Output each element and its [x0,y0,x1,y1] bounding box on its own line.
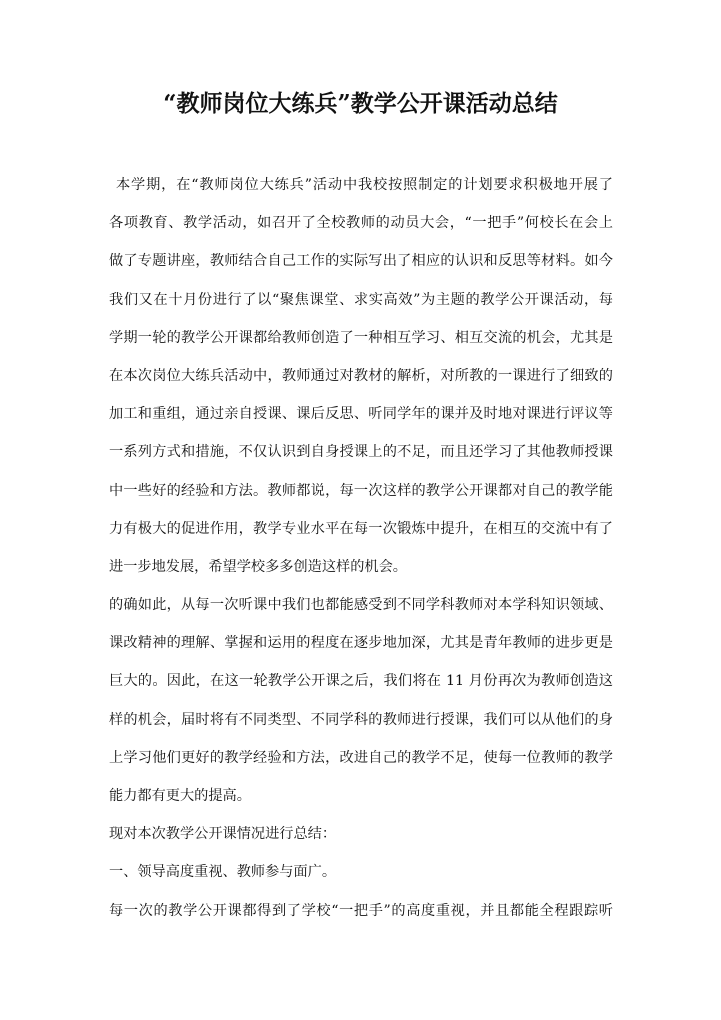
section-heading: 一、领导高度重视、教师参与面广。 [109,864,337,881]
text-line: 做了专题讲座，教师结合自己工作的实际写出了相应的认识和反思等材料。如今 [109,253,613,270]
text-line: 能力都有更大的提高。 [109,788,251,804]
text-line: 每一次的教学公开课都得到了学校“一把手”的高度重视，并且都能全程跟踪听 [109,902,613,919]
document-title: “教师岗位大练兵”教学公开课活动总结 [163,90,558,117]
section-intro: 现对本次教学公开课情况进行总结： [109,826,337,843]
text-line: 一系列方式和措施，不仅认识到自身授课上的不足，而且还学习了其他教师授课 [109,444,613,461]
text-line: 学期一轮的教学公开课都给教师创造了一种相互学习、相互交流的机会，尤其是 [109,329,613,346]
text-line: 的确如此，从每一次听课中我们也都能感受到不同学科教师对本学科知识领域、 [109,597,613,614]
document-body [109,172,613,936]
text-line: 力有极大的促进作用，教学专业水平在每一次锻炼中提升，在相互的交流中有了 [109,520,613,537]
text-line: 我们又在十月份进行了以“聚焦课堂、求实高效”为主题的教学公开课活动，每 [109,291,613,308]
text-line: 在本次岗位大练兵活动中，教师通过对教材的解析，对所教的一课进行了细致的 [109,367,613,384]
text-line: 样的机会，届时将有不同类型、不同学科的教师进行授课，我们可以从他们的身 [109,711,613,728]
text-line: 中一些好的经验和方法。教师都说，每一次这样的教学公开课都对自己的教学能 [109,482,613,499]
text-line: 巨大的。因此，在这一轮教学公开课之后，我们将在 11 月份再次为教师创造这 [109,673,613,690]
text-line: 本学期，在“教师岗位大练兵”活动中我校按照制定的计划要求积极地开展了 [116,177,613,193]
text-line: 上学习他们更好的教学经验和方法，改进自己的教学不足，使每一位教师的教学 [109,749,613,766]
text-line: 进一步地发展，希望学校多多创造这样的机会。 [109,558,407,575]
text-line: 课改精神的理解、掌握和运用的程度在逐步地加深，尤其是青年教师的进步更是 [109,635,613,652]
text-line: 各项教育、教学活动，如召开了全校教师的动员大会，“一把手”何校长在会上 [109,215,613,232]
text-line: 加工和重组，通过亲自授课、课后反思、听同学年的课并及时地对课进行评议等 [109,406,613,423]
